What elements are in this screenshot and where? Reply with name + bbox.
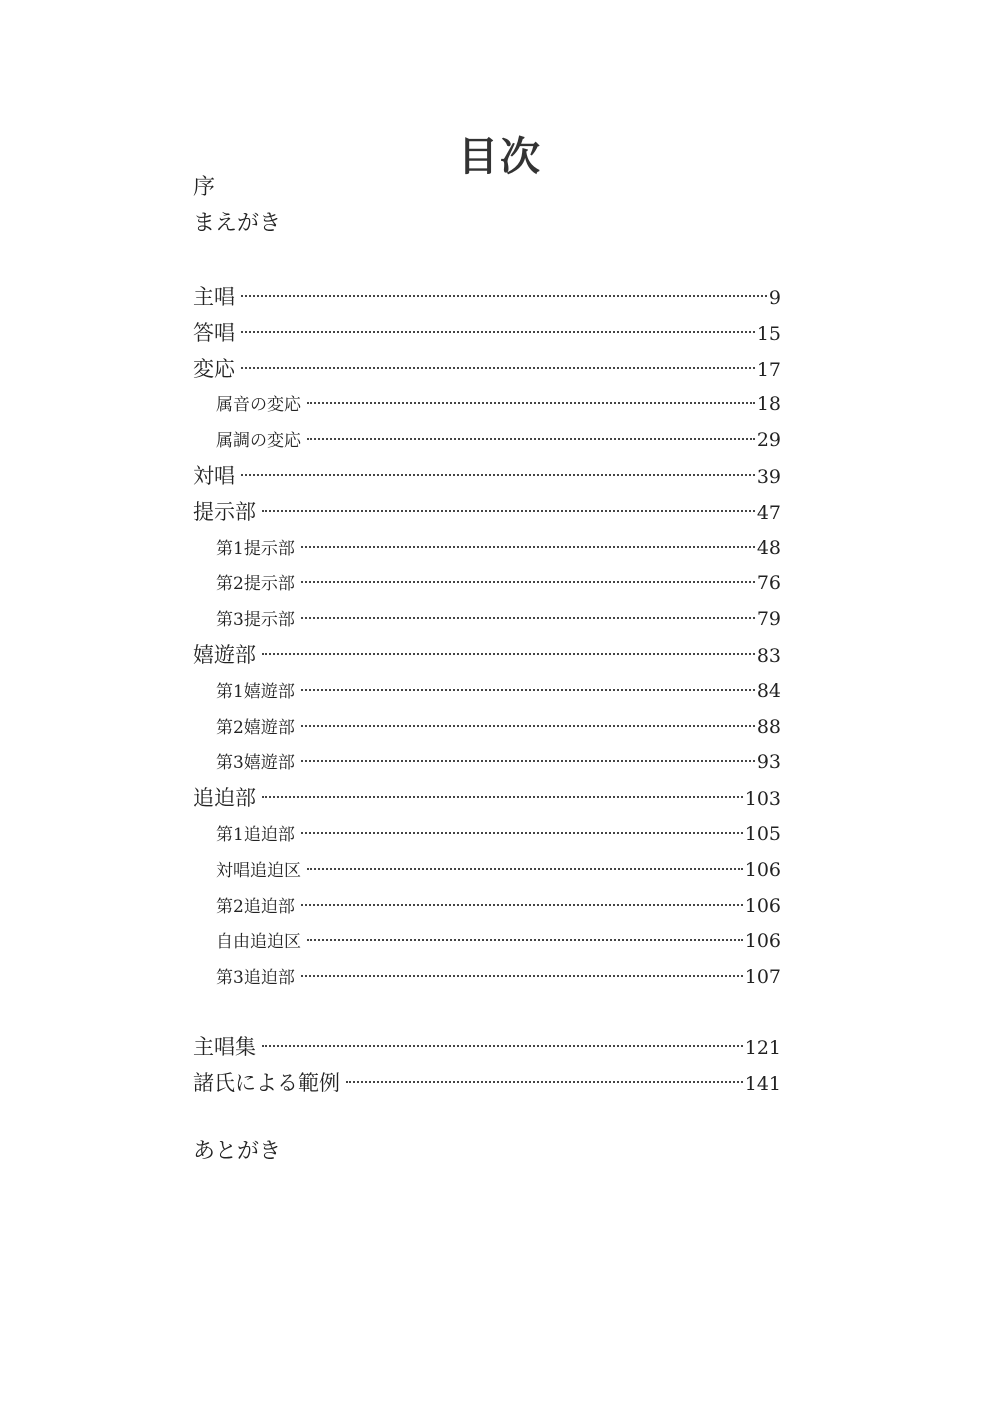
dot-leader <box>241 331 755 333</box>
foreword-entry: まえがき <box>193 211 282 236</box>
page-title: 目次 <box>458 133 542 180</box>
toc-entry-page-number: 83 <box>756 644 781 667</box>
toc-entry <box>193 781 781 817</box>
dot-leader <box>307 402 755 404</box>
dot-leader <box>262 510 755 512</box>
dot-leader <box>307 939 743 941</box>
toc-entry <box>193 889 781 925</box>
toc-entry-page-number: 105 <box>744 822 781 845</box>
toc-entry-page-number: 18 <box>756 393 781 416</box>
toc-entry-page-number: 88 <box>756 715 781 738</box>
toc-entry-page-number: 48 <box>756 536 781 559</box>
toc-entry <box>193 602 781 638</box>
toc-entry-label: 主唱 <box>193 285 235 309</box>
preface-entry: 序 <box>193 175 216 200</box>
toc-entry <box>193 1066 781 1102</box>
dot-leader <box>262 796 743 798</box>
toc-entry <box>193 423 781 459</box>
toc-appendix-list <box>193 1030 781 1102</box>
dot-leader <box>301 832 743 834</box>
toc-entry-label: 第1追迫部 <box>216 824 295 845</box>
toc-entry <box>193 352 781 388</box>
toc-entry-page-number: 141 <box>744 1072 781 1095</box>
toc-entry-page-number: 106 <box>744 858 781 881</box>
toc-entry-label: 第3嬉遊部 <box>216 753 295 774</box>
toc-entry-page-number: 107 <box>744 966 781 989</box>
toc-entry-page-number: 106 <box>744 894 781 917</box>
toc-entry-page-number: 106 <box>744 930 781 953</box>
toc-entry-page-number: 29 <box>756 429 781 452</box>
toc-entry <box>193 853 781 889</box>
toc-entry <box>193 280 781 316</box>
toc-entry-page-number: 9 <box>768 287 781 309</box>
dot-leader <box>301 546 755 548</box>
toc-entry-label: 属調の変応 <box>216 431 301 452</box>
dot-leader <box>301 617 755 619</box>
toc-entry <box>193 745 781 781</box>
toc-entry-label: 答唱 <box>193 320 235 345</box>
toc-entry-label: 諸氏による範例 <box>193 1070 340 1095</box>
toc-entry-label: 第2嬉遊部 <box>216 717 295 738</box>
toc-entry-label: 第2追迫部 <box>216 896 295 917</box>
toc-entry-page-number: 15 <box>756 322 781 345</box>
dot-leader <box>346 1081 743 1083</box>
toc-entry-label: 属音の変応 <box>216 395 301 416</box>
toc-entry <box>193 960 781 996</box>
toc-entry-label: 第3提示部 <box>216 610 295 631</box>
toc-entry-label: 嬉遊部 <box>193 642 256 667</box>
toc-entry-label: 第3追迫部 <box>216 968 295 989</box>
toc-entry-label: 自由追迫区 <box>216 932 301 953</box>
toc-entry <box>193 1030 781 1066</box>
dot-leader <box>241 295 767 297</box>
toc-entry-label: 対唱 <box>193 463 235 488</box>
toc-entry <box>193 495 781 531</box>
toc-entry <box>193 387 781 423</box>
toc-entry-page-number: 39 <box>756 465 781 488</box>
toc-entry-page-number: 47 <box>756 501 781 524</box>
toc-entry-label: 第1嬉遊部 <box>216 681 295 702</box>
toc-main-list <box>193 280 781 996</box>
toc-entry-label: 追迫部 <box>193 786 256 811</box>
dot-leader <box>301 725 755 727</box>
toc-entry <box>193 710 781 746</box>
dot-leader <box>241 474 755 476</box>
toc-entry-page-number: 17 <box>756 358 781 381</box>
toc-entry-label: 第2提示部 <box>216 574 295 595</box>
toc-entry-label: 変応 <box>193 356 235 381</box>
dot-leader <box>301 581 755 583</box>
toc-entry <box>193 924 781 960</box>
toc-entry <box>193 638 781 674</box>
dot-leader <box>301 975 743 977</box>
toc-entry-label: 対唱追迫区 <box>216 860 301 881</box>
toc-entry-label: 主唱集 <box>193 1035 256 1059</box>
afterword-entry: あとがき <box>193 1139 282 1164</box>
dot-leader <box>241 367 755 369</box>
dot-leader <box>307 438 755 440</box>
toc-entry-label: 第1提示部 <box>216 538 295 559</box>
dot-leader <box>262 1045 743 1047</box>
toc-entry <box>193 817 781 853</box>
toc-entry <box>193 531 781 567</box>
toc-entry <box>193 459 781 495</box>
toc-entry-page-number: 76 <box>756 572 781 595</box>
toc-entry-page-number: 103 <box>744 788 781 811</box>
toc-entry <box>193 674 781 710</box>
toc-entry-page-number: 84 <box>756 679 781 702</box>
toc-entry-page-number: 121 <box>744 1037 781 1059</box>
toc-entry-page-number: 79 <box>756 608 781 631</box>
dot-leader <box>307 868 743 870</box>
toc-entry <box>193 316 781 352</box>
toc-entry <box>193 566 781 602</box>
toc-entry-label: 提示部 <box>193 499 256 524</box>
dot-leader <box>301 904 743 906</box>
dot-leader <box>301 689 755 691</box>
dot-leader <box>301 760 755 762</box>
dot-leader <box>262 653 755 655</box>
toc-entry-page-number: 93 <box>756 751 781 774</box>
